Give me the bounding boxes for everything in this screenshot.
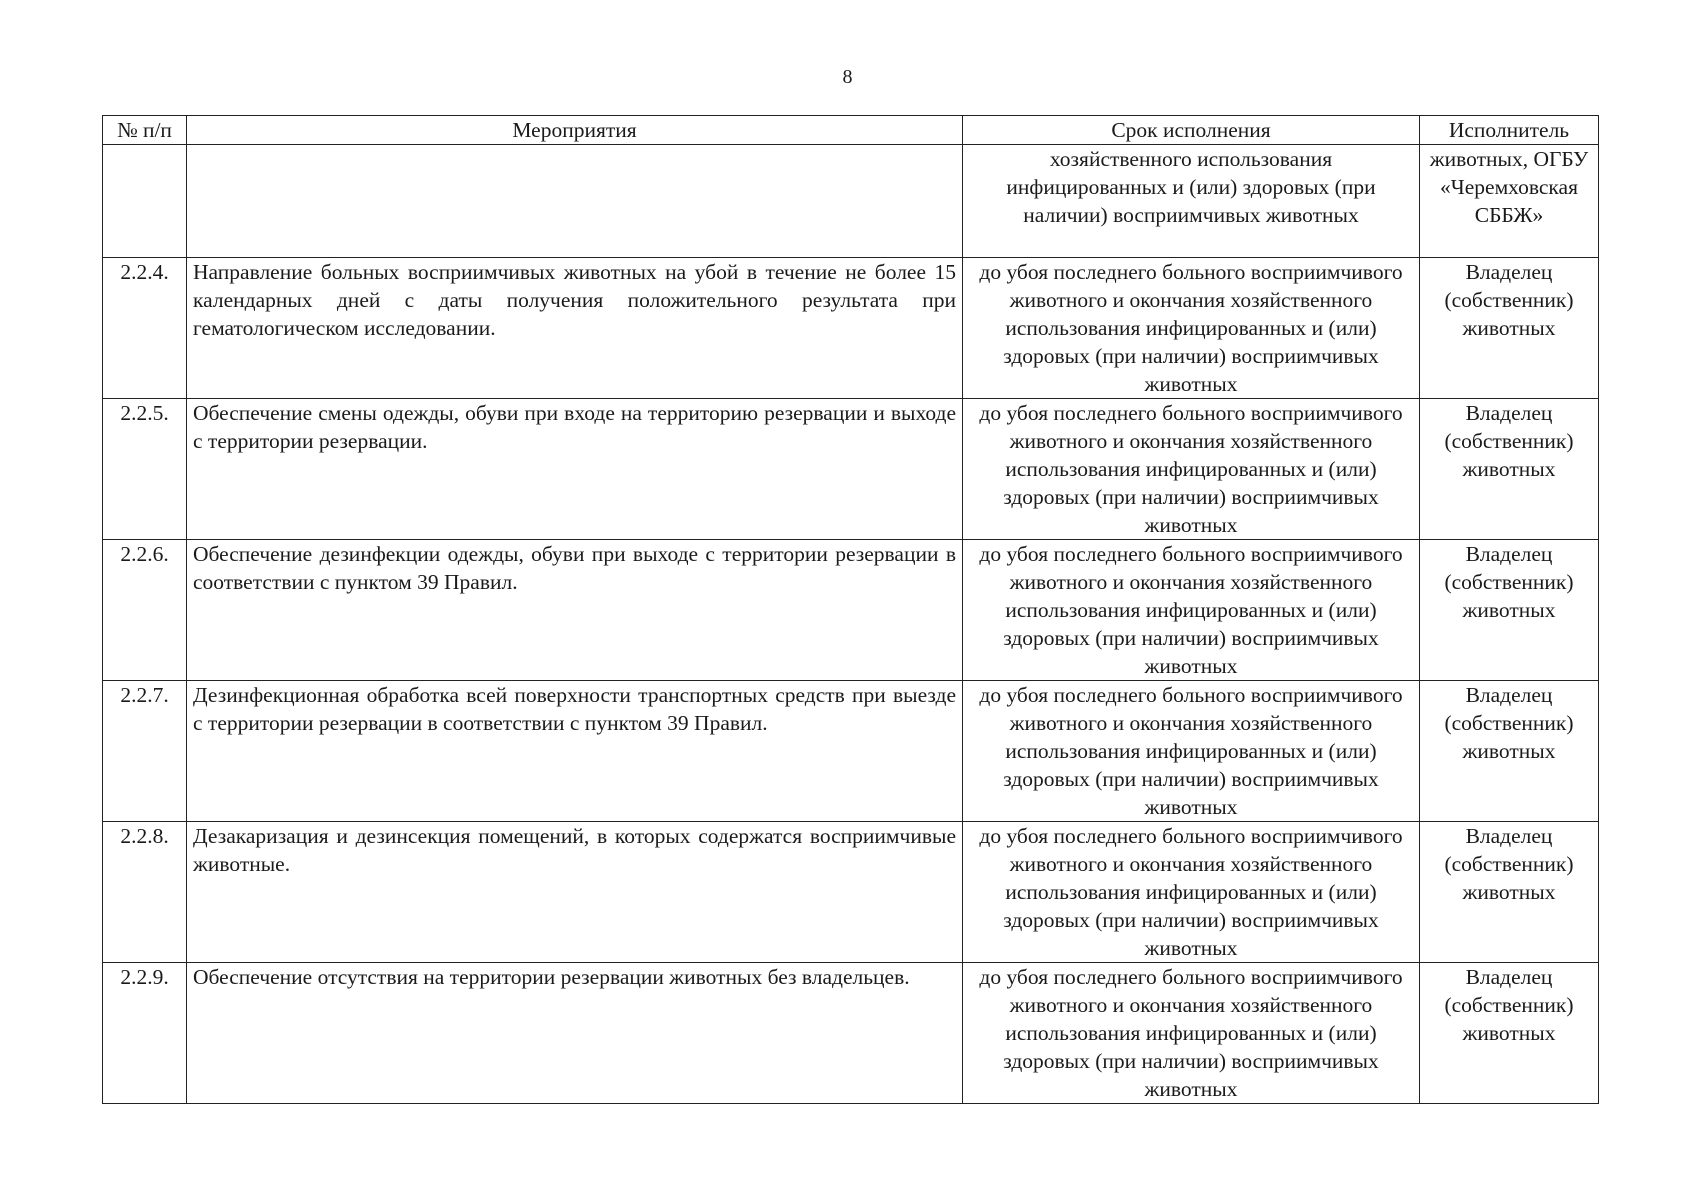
row-measure: Обеспечение отсутствия на территории резервации животных без владельцев. <box>187 963 963 1104</box>
row-num: 2.2.4. <box>103 258 187 399</box>
header-executor: Исполнитель <box>1420 116 1599 145</box>
row-deadline: до убоя последнего больного восприимчивого животного и окончания хозяйственного использования инфицированных и (или) здоровых (при наличии) восприимчивых животных <box>963 258 1420 399</box>
table-row <box>103 540 1599 681</box>
row-measure: Дезакаризация и дезинсекция помещений, в которых содержатся восприимчивые животные. <box>187 822 963 963</box>
row-num <box>103 145 187 258</box>
row-num: 2.2.6. <box>103 540 187 681</box>
row-executor: Владелец (собственник) животных <box>1420 258 1599 399</box>
table-header-row <box>103 116 1599 145</box>
row-deadline: до убоя последнего больного восприимчивого животного и окончания хозяйственного использования инфицированных и (или) здоровых (при наличии) восприимчивых животных <box>963 822 1420 963</box>
row-num: 2.2.7. <box>103 681 187 822</box>
table-row-continuation <box>103 145 1599 258</box>
row-deadline: до убоя последнего больного восприимчивого животного и окончания хозяйственного использования инфицированных и (или) здоровых (при наличии) восприимчивых животных <box>963 399 1420 540</box>
row-deadline: до убоя последнего больного восприимчивого животного и окончания хозяйственного использования инфицированных и (или) здоровых (при наличии) восприимчивых животных <box>963 540 1420 681</box>
row-executor: животных, ОГБУ «Черемховская СББЖ» <box>1420 145 1599 258</box>
row-deadline: до убоя последнего больного восприимчивого животного и окончания хозяйственного использования инфицированных и (или) здоровых (при наличии) восприимчивых животных <box>963 681 1420 822</box>
row-executor: Владелец (собственник) животных <box>1420 822 1599 963</box>
page-number: 8 <box>842 66 853 88</box>
header-num: № п/п <box>103 116 187 145</box>
row-measure: Обеспечение смены одежды, обуви при входе на территорию резервации и выходе с территории резервации. <box>187 399 963 540</box>
measures-table <box>102 115 1599 1104</box>
row-executor: Владелец (собственник) животных <box>1420 963 1599 1104</box>
row-measure: Дезинфекционная обработка всей поверхности транспортных средств при выезде с территории резервации в соответствии с пунктом 39 Правил. <box>187 681 963 822</box>
row-deadline: до убоя последнего больного восприимчивого животного и окончания хозяйственного использования инфицированных и (или) здоровых (при наличии) восприимчивых животных <box>963 963 1420 1104</box>
row-executor: Владелец (собственник) животных <box>1420 681 1599 822</box>
table-row <box>103 681 1599 822</box>
table-row <box>103 963 1599 1104</box>
row-measure: Обеспечение дезинфекции одежды, обуви при выходе с территории резервации в соответствии с пунктом 39 Правил. <box>187 540 963 681</box>
header-measure: Мероприятия <box>187 116 963 145</box>
header-deadline: Срок исполнения <box>963 116 1420 145</box>
table-row <box>103 258 1599 399</box>
row-num: 2.2.8. <box>103 822 187 963</box>
row-deadline: хозяйственного использования инфицированных и (или) здоровых (при наличии) восприимчивых животных <box>963 145 1420 258</box>
row-measure: Направление больных восприимчивых животных на убой в течение не более 15 календарных дней с даты получения положительного результата при гематологическом исследовании. <box>187 258 963 399</box>
row-num: 2.2.9. <box>103 963 187 1104</box>
row-executor: Владелец (собственник) животных <box>1420 399 1599 540</box>
row-executor: Владелец (собственник) животных <box>1420 540 1599 681</box>
table-row <box>103 399 1599 540</box>
row-num: 2.2.5. <box>103 399 187 540</box>
table-row <box>103 822 1599 963</box>
row-measure <box>187 145 963 258</box>
